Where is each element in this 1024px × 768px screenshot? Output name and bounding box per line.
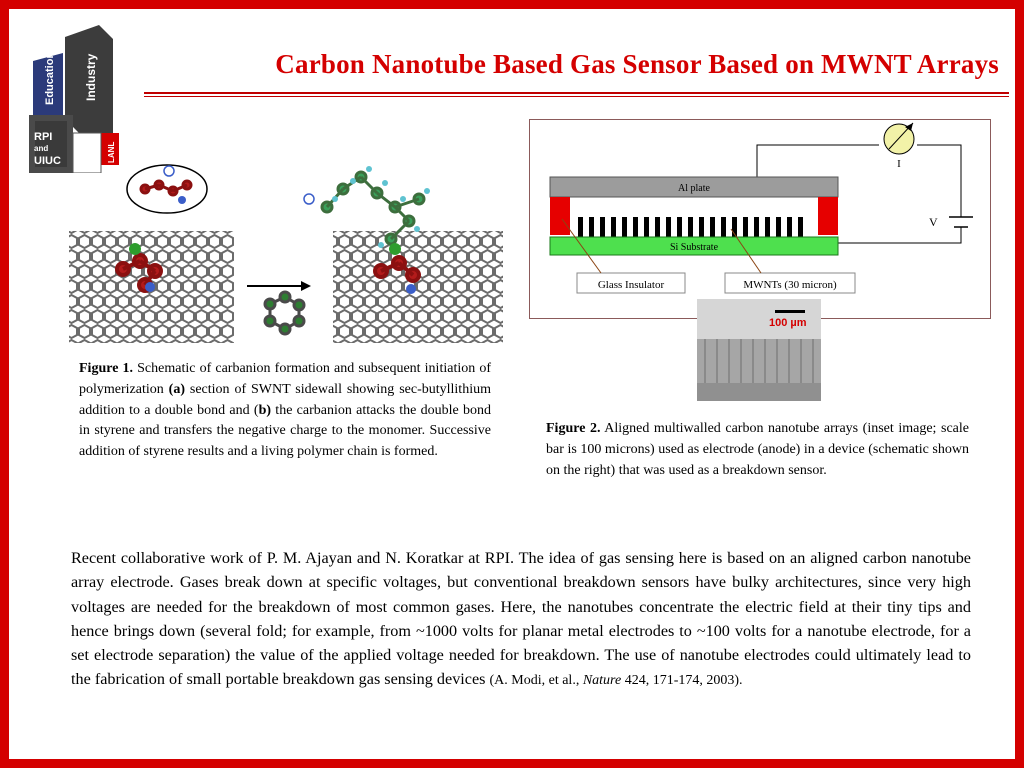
citation-post: 424, 171-174, 2003). [621, 673, 743, 689]
si-substrate-label: Si Substrate [669, 242, 719, 253]
mwnt-array [578, 217, 803, 237]
figure2-caption-text: Aligned multiwalled carbon nanotube arrays (inset image; scale bar is 100 microns) used as electrode (anode) in a device (schematic shown on the right) that was used as a breakdown sensor. [546, 421, 969, 478]
scale-bar [775, 310, 805, 313]
page-title: Carbon Nanotube Based Gas Sensor Based on MWNT Arrays [275, 49, 999, 79]
logo-education: Education [44, 51, 56, 105]
al-plate-label: Al plate [678, 183, 710, 194]
citation-pre: (A. Modi, et al., [489, 673, 583, 689]
body-paragraph [71, 546, 971, 694]
logo-lanl: LANL [107, 141, 116, 163]
voltage-label: V [929, 215, 938, 229]
figure1-molecular-illustration [65, 159, 505, 349]
current-label: I [897, 158, 901, 170]
body-text: Recent collaborative work of P. M. Ajayan and N. Koratkar at RPI. The idea of gas sensing here is based on an aligned carbon nanotube array electrode. Gases break down at specific voltages, but conventional breakdown sensors have bulky architectures, since very high voltages are needed for the breakdown of most common gases. Here, the nanotubes concentrate the electric field at their tiny tips and hence brings down (several fold; for example, from ~1000 volts for planar metal electrodes to ~100 volts for a nanotube electrode, for a set electrode separation) the value of the applied voltage needed for breakdown. The use of nanotube electrodes could ultimately lead to the fabrication of small portable breakdown gas sensing devices [71, 549, 971, 689]
figure1-caption-b: b) [258, 402, 272, 418]
figure2-sem-inset-image [697, 299, 821, 401]
figure1-caption-label: Figure 1. [79, 361, 134, 376]
logo-rpi: RPI [34, 131, 53, 143]
figure1-caption-part1: Schematic of carbanion formation and subsequent initiation of polymerization [79, 361, 492, 397]
education-industry-logo [29, 23, 129, 173]
figure1-caption-part2: section of SWNT sidewall showing sec-butyllithium addition to a double bond and ( [79, 381, 491, 418]
styrene-molecule [265, 292, 304, 334]
figure1-caption-a: (a) [168, 381, 185, 397]
figure2-device-schematic [529, 119, 991, 319]
citation [490, 673, 743, 688]
logo-and: and [34, 144, 49, 153]
figure1-caption-part3: the carbanion attacks the double bond in styrene and transfers the negative charge to the monomer. Successive addition of styrene results and a living polymer chain is formed. [79, 402, 492, 460]
title-divider [144, 92, 1009, 98]
figure2-caption [546, 419, 969, 481]
figure2-caption-label: Figure 2. [546, 421, 601, 436]
citation-journal: Nature [582, 673, 622, 689]
nanotube-sidewall-right [333, 231, 503, 343]
scale-bar-label: 100 µm [769, 317, 807, 329]
logo-industry: Industry [84, 53, 98, 101]
figure1-caption [79, 359, 491, 463]
logo-uiuc: UIUC [34, 155, 61, 167]
glass-insulator-label: Glass Insulator [597, 279, 665, 291]
mwnts-label: MWNTs (30 micron) [743, 279, 837, 291]
